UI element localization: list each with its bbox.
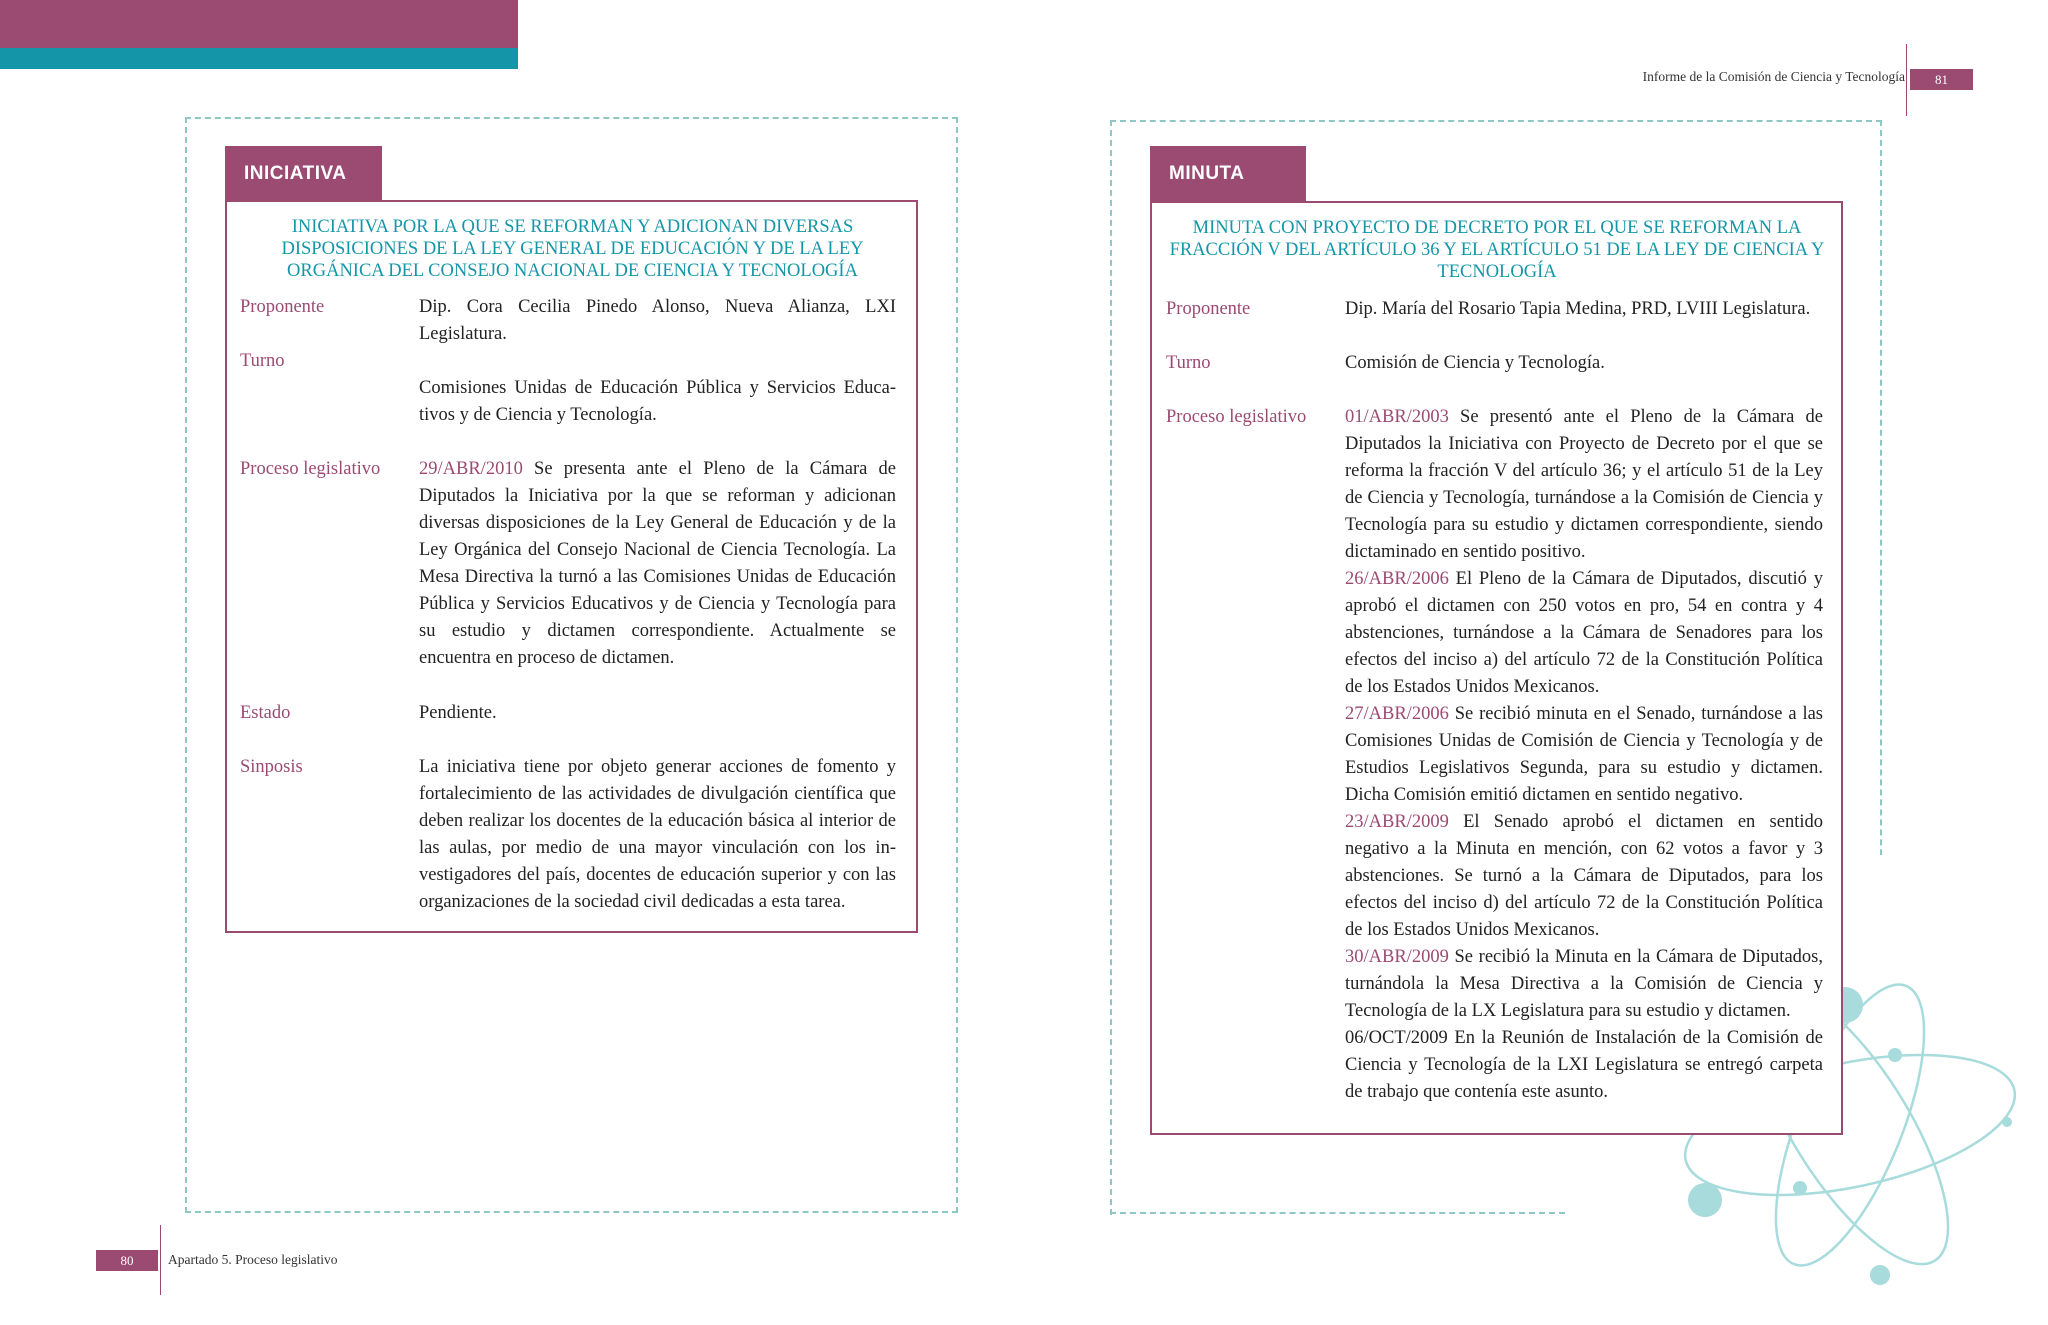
turno-label: Turno bbox=[240, 351, 285, 371]
minuta-proceso-value bbox=[1345, 404, 1823, 1106]
running-footer-title: Apartado 5. Proceso legislativo bbox=[168, 1252, 338, 1267]
iniciativa-tab: INICIATIVA bbox=[225, 146, 382, 202]
minuta-proceso-label: Proceso legislativo bbox=[1166, 407, 1307, 427]
proceso-entry-text: Se presentó ante el Pleno de la Cámara de Diputados la Iniciativa con Proyecto de Decreto por el que se reforma la fracción V del artículo 36; y el artículo 51 de la Ley de Ciencia y Tecnología, turnándose a la Comisión de Ciencia y Tecnología para su estudio y dictamen correspondiente, siendo dictaminado en sentido positivo. bbox=[1345, 407, 1823, 562]
minuta-title: MINUTA CON PROYECTO DE DECRETO POR EL QUE SE REFORMAN LA FRACCIÓN V DEL ARTÍCULO 36 Y EL ARTÍCULO 51 DE LA LEY DE CIENCIA Y TECNOLOGÍA bbox=[1169, 218, 1825, 282]
minuta-proponente-label: Proponente bbox=[1166, 299, 1251, 319]
proceso-entry-date: 23/ABR/2009 bbox=[1345, 812, 1449, 832]
proceso-entry bbox=[1345, 944, 1823, 1025]
proceso-entry-text: El Pleno de la Cámara de Diputados, discutió y aprobó el dictamen con 250 votos en pro, 54 en contra y 4 abstenciones, turnándose a la Cámara de Senadores para los efectos del inciso a) del artículo 72 de la Constitución Política de los Estados Unidos Mexicanos. bbox=[1345, 569, 1823, 697]
proceso-entry bbox=[1345, 809, 1823, 944]
proceso-label: Proceso legislativo bbox=[240, 459, 381, 479]
minuta-turno-value: Comisión de Ciencia y Tecnología. bbox=[1345, 353, 1605, 373]
proceso-text: Se presenta ante el Pleno de la Cámara de Diputados la Iniciativa por la que se reforman y adicionan diversas disposiciones de la Ley General de Educación y de la Ley Orgánica del Consejo Nacional de Ciencia Tecnología. La Mesa Directiva la turnó a las Comisiones Unidas de Educación Pública y Servicios Educativos y de Ciencia y Tecnología para su estudio y dictamen correspondiente. Actualmente se encuentra en proceso de dictamen. bbox=[419, 459, 896, 668]
proceso-date: 29/ABR/2010 bbox=[419, 459, 523, 479]
footer-rule bbox=[160, 1225, 161, 1295]
minuta-turno-label: Turno bbox=[1166, 353, 1211, 373]
proceso-entry-text: El Senado aprobó el dictamen en sentido negativo a la Minuta en mención, con 62 votos a favor y 3 abstenciones. Se turnó a la Cámara de Diputados, para los efectos del inciso d) del artículo 72 de la Constitución Política de los Estados Unidos Mexicanos. bbox=[1345, 812, 1823, 940]
proceso-entry bbox=[1345, 566, 1823, 701]
proceso-entry-date: 26/ABR/2006 bbox=[1345, 569, 1449, 589]
proceso-entry-date: 30/ABR/2009 bbox=[1345, 947, 1449, 967]
proceso-entry bbox=[1345, 701, 1823, 809]
estado-label: Estado bbox=[240, 703, 291, 723]
estado-value: Pendiente. bbox=[419, 703, 497, 723]
sinposis-label: Sinposis bbox=[240, 757, 303, 777]
sinposis-value: La iniciativa tiene por objeto generar acciones de fomento y fortalecimiento de las actividades de divulgación científica que deben realizar los docentes de la educación básica al interior de las aulas, por medio de una mayor vinculación con los investigadores del país, docentes de educación superior y con las organizaciones de la sociedad civil dedicadas a esta tarea. bbox=[419, 757, 896, 912]
proceso-entry-text: Se recibió minuta en el Senado, turnándose a las Comisiones Unidas de Comisión de Ciencia y Tecnología y de Estudios Legislativos Segunda, para su estudio y dictamen. Dicha Comisión emitió dictamen en sentido negativo. bbox=[1345, 704, 1823, 805]
proceso-entry-date: 27/ABR/2006 bbox=[1345, 704, 1449, 724]
proceso-entry-text: 06/OCT/2009 En la Reunión de Instalación de la Comisión de Ciencia y Tecnología de la LXI Legislatura se entregó carpeta de trabajo que contenía este asunto. bbox=[1345, 1028, 1823, 1102]
proponente-label: Proponente bbox=[240, 297, 325, 317]
proceso-entry-text: Se recibió la Minuta en la Cámara de Diputados, turnándola la Mesa Directiva a la Comisión de Ciencia y Tecnología de la LX Legislatura para su estudio y dictamen. bbox=[1345, 947, 1823, 1021]
proceso-value bbox=[419, 456, 896, 672]
page-number-right: 81 bbox=[1910, 69, 1973, 90]
header-rule bbox=[1906, 44, 1907, 116]
header-bar-purple bbox=[0, 0, 518, 48]
running-header-title: Informe de la Comisión de Ciencia y Tecnología bbox=[1642, 69, 1905, 84]
dashed-frame-right-bottom bbox=[1110, 1212, 1565, 1214]
proponente-value: Dip. Cora Cecilia Pinedo Alonso, Nueva Alianza, LXI Legislatura. bbox=[419, 297, 896, 344]
header-bar-teal bbox=[0, 48, 518, 69]
iniciativa-title: INICIATIVA POR LA QUE SE REFORMAN Y ADICIONAN DIVERSAS DISPOSICIONES DE LA LEY GENERAL DE EDUCACIÓN Y DE LA LEY ORGÁNICA DEL CONSEJO NACIONAL DE CIENCIA Y TECNOLOGÍA bbox=[281, 217, 864, 281]
proceso-entry bbox=[1345, 404, 1823, 566]
minuta-tab: MINUTA bbox=[1150, 146, 1306, 202]
turno-value: Comisiones Unidas de Educación Pública y Servicios Educativos y de Ciencia y Tecnología. bbox=[419, 378, 896, 425]
minuta-proponente-value: Dip. María del Rosario Tapia Medina, PRD, LVIII Legislatura. bbox=[1345, 299, 1811, 319]
proceso-entry-date: 01/ABR/2003 bbox=[1345, 407, 1449, 427]
proceso-entry bbox=[1345, 1025, 1823, 1106]
page-number-left: 80 bbox=[96, 1250, 158, 1271]
